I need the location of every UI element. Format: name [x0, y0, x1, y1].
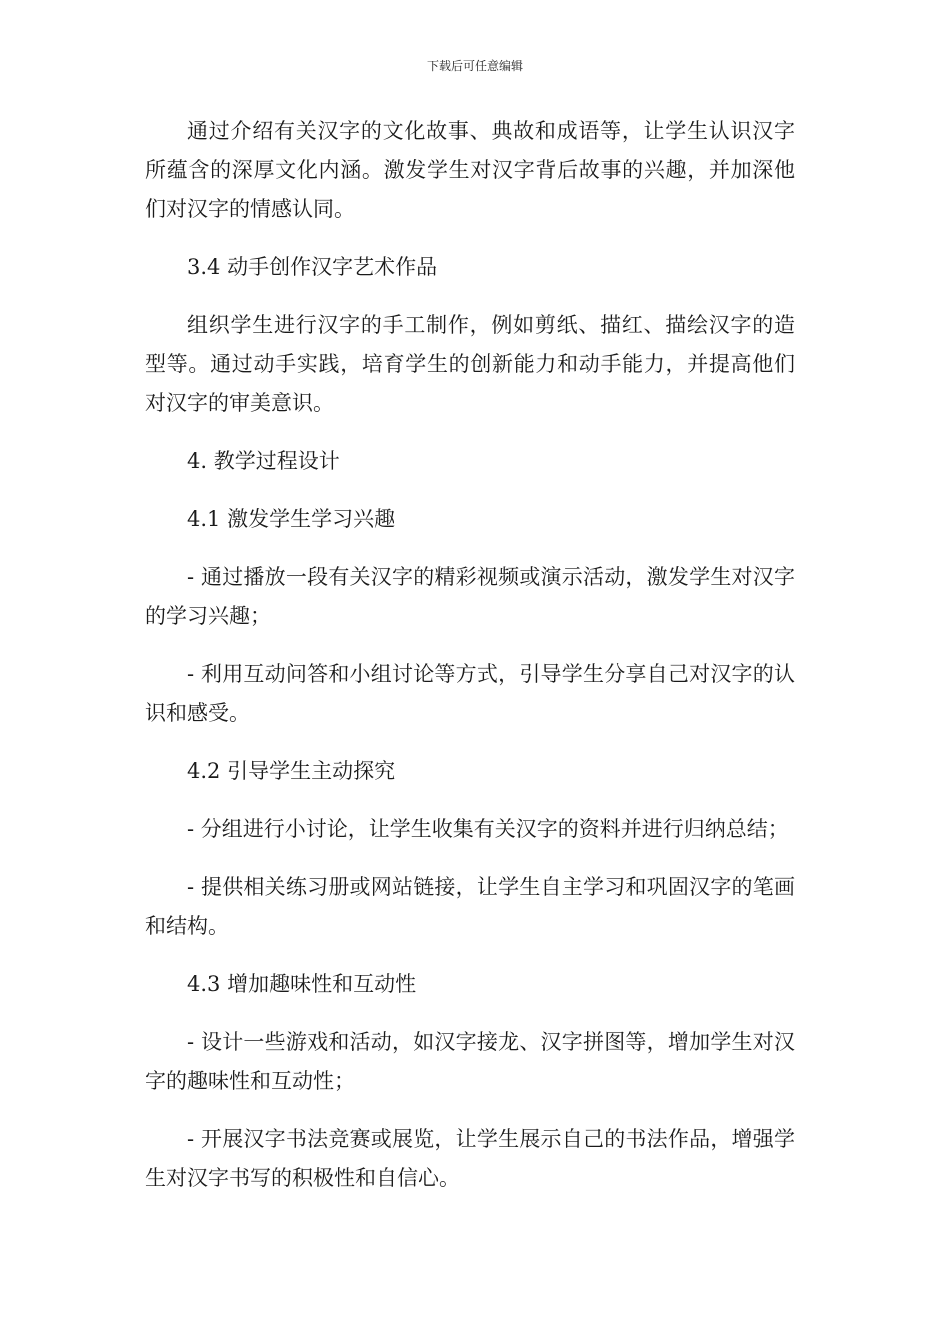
section-heading-4-1: 4.1 激发学生学习兴趣	[187, 507, 396, 531]
list-item: - 利用互动问答和小组讨论等方式，引导学生分享自己对汉字的认识和感受。	[145, 662, 795, 725]
list-item: - 通过播放一段有关汉字的精彩视频或演示活动，激发学生对汉字的学习兴趣；	[145, 565, 795, 628]
document-body	[145, 112, 795, 1217]
list-item: - 设计一些游戏和活动，如汉字接龙、汉字拼图等，增加学生对汉字的趣味性和互动性；	[145, 1030, 795, 1093]
section-heading-3-4: 3.4 动手创作汉字艺术作品	[187, 255, 438, 279]
paragraph-culture-stories: 通过介绍有关汉字的文化故事、典故和成语等，让学生认识汉字所蕴含的深厚文化内涵。激发学生对汉字背后故事的兴趣，并加深他们对汉字的情感认同。	[145, 119, 795, 221]
paragraph-handcraft: 组织学生进行汉字的手工制作，例如剪纸、描红、描绘汉字的造型等。通过动手实践，培育学生的创新能力和动手能力，并提高他们对汉字的审美意识。	[145, 313, 795, 415]
page-header: 下载后可任意编辑	[426, 59, 523, 73]
section-heading-4: 4. 教学过程设计	[187, 449, 340, 473]
list-item: - 开展汉字书法竞赛或展览，让学生展示自己的书法作品，增强学生对汉字书写的积极性和自信心。	[145, 1127, 795, 1190]
section-heading-4-3: 4.3 增加趣味性和互动性	[187, 972, 417, 996]
list-item: - 提供相关练习册或网站链接，让学生自主学习和巩固汉字的笔画和结构。	[145, 875, 795, 938]
list-item: - 分组进行小讨论，让学生收集有关汉字的资料并进行归纳总结；	[187, 817, 789, 841]
section-heading-4-2: 4.2 引导学生主动探究	[187, 759, 396, 783]
